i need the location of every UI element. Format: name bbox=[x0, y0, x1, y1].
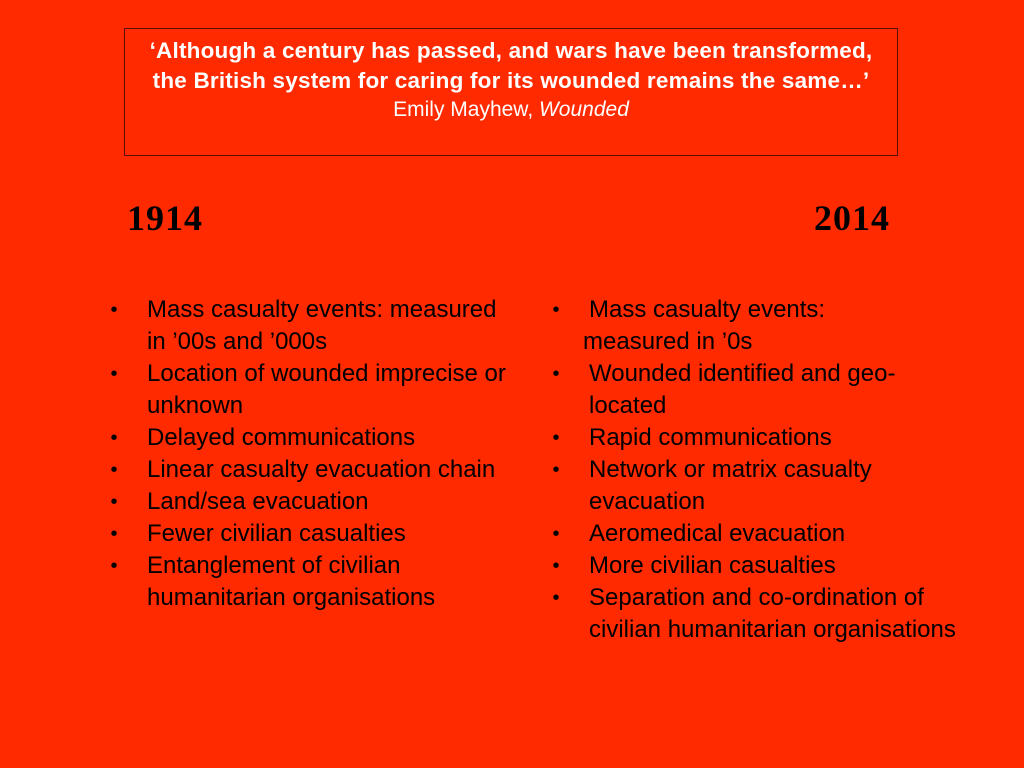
bullet-icon: • bbox=[552, 555, 560, 577]
list-item-text: Fewer civilian casualties bbox=[147, 520, 406, 547]
list-item bbox=[551, 294, 971, 358]
year-heading-left: 1914 bbox=[127, 198, 203, 238]
list-item bbox=[551, 550, 971, 582]
list-item-text: Mass casualty events: measured in ’00s and ’000s bbox=[147, 296, 497, 355]
list-item bbox=[109, 422, 509, 454]
list-item-text: Mass casualty events: bbox=[589, 296, 826, 323]
list-item-text: Network or matrix casualty evacuation bbox=[589, 456, 872, 515]
list-item-text: More civilian casualties bbox=[589, 552, 836, 579]
list-1914 bbox=[109, 294, 509, 614]
bullet-icon: • bbox=[110, 363, 118, 385]
list-item-text: Separation and co-ordination of civilian humanitarian organisations bbox=[589, 584, 956, 643]
bullet-icon: • bbox=[110, 299, 118, 321]
list-item bbox=[109, 358, 509, 422]
quote-box bbox=[124, 28, 898, 156]
list-item-continuation: measured in ’0s bbox=[583, 328, 753, 355]
list-item-text: Aeromedical evacuation bbox=[589, 520, 846, 547]
list-item bbox=[551, 358, 971, 422]
bullet-icon: • bbox=[552, 299, 560, 321]
list-item bbox=[551, 582, 971, 646]
bullet-icon: • bbox=[552, 427, 560, 449]
list-item bbox=[109, 550, 509, 614]
bullet-icon: • bbox=[552, 523, 560, 545]
bullet-icon: • bbox=[110, 523, 118, 545]
list-item bbox=[551, 518, 971, 550]
bullet-icon: • bbox=[110, 459, 118, 481]
quote-attribution bbox=[125, 96, 897, 124]
bullet-icon: • bbox=[110, 555, 118, 577]
list-2014 bbox=[551, 294, 971, 646]
list-item-text: Wounded identified and geo-located bbox=[589, 360, 896, 419]
list-item-text: Land/sea evacuation bbox=[147, 488, 369, 515]
list-item bbox=[109, 518, 509, 550]
quote-book-title: Wounded bbox=[538, 98, 629, 121]
list-item-text: Rapid communications bbox=[589, 424, 832, 451]
list-item bbox=[109, 454, 509, 486]
bullet-icon: • bbox=[110, 427, 118, 449]
quote-author: Emily Mayhew, bbox=[393, 98, 539, 121]
quote-text: ‘Although a century has passed, and wars have been transformed, the British system for caring for its wounded remains the same…’ bbox=[149, 38, 873, 93]
list-item-text: Entanglement of civilian humanitarian organisations bbox=[147, 552, 436, 611]
list-item bbox=[109, 486, 509, 518]
bullet-icon: • bbox=[110, 491, 118, 513]
list-item-text: Delayed communications bbox=[147, 424, 416, 451]
list-item-text: Linear casualty evacuation chain bbox=[147, 456, 496, 483]
list-item bbox=[109, 294, 509, 358]
bullet-icon: • bbox=[552, 587, 560, 609]
list-item bbox=[551, 422, 971, 454]
list-item-text: Location of wounded imprecise or unknown bbox=[147, 360, 506, 419]
bullet-icon: • bbox=[552, 363, 560, 385]
list-item bbox=[551, 454, 971, 518]
year-heading-right: 2014 bbox=[814, 198, 890, 238]
bullet-icon: • bbox=[552, 459, 560, 481]
